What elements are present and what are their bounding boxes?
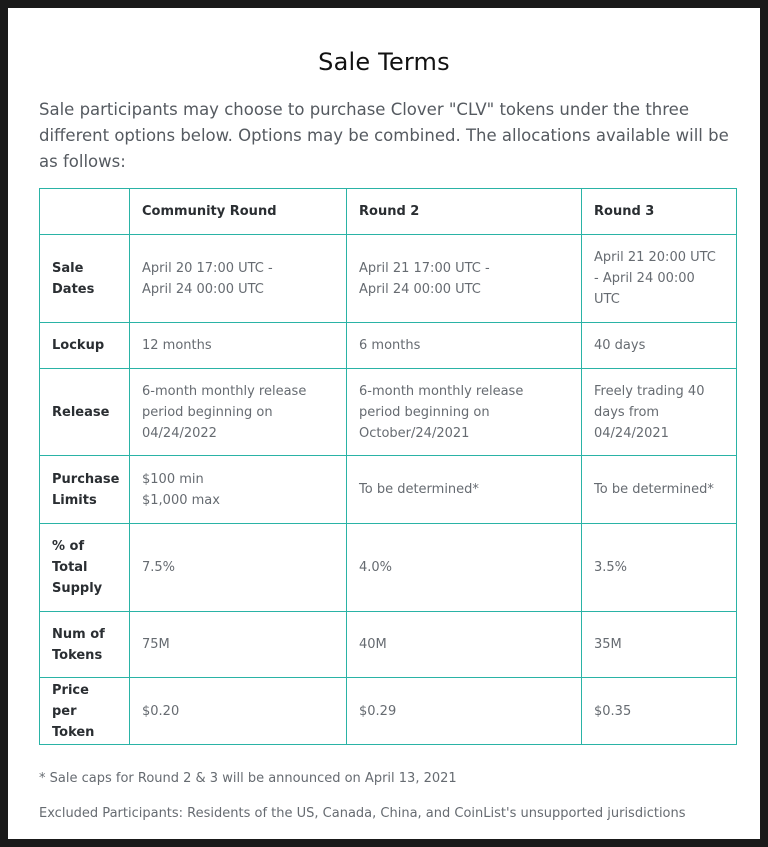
row-label: Lockup — [40, 323, 130, 369]
table-row-release — [40, 369, 737, 456]
table-cell: 6-month monthly release period beginning on October/24/2021 — [347, 369, 582, 456]
table-cell: April 20 17:00 UTC - April 24 00:00 UTC — [130, 235, 347, 323]
table-cell: 75M — [130, 612, 347, 678]
header-cell-round-2: Round 2 — [347, 189, 582, 235]
table-row-sale-dates — [40, 235, 737, 323]
table-cell: 40 days — [582, 323, 737, 369]
row-label: Sale Dates — [40, 235, 130, 323]
table-cell: $0.20 — [130, 678, 347, 745]
table-cell: April 21 17:00 UTC - April 24 00:00 UTC — [347, 235, 582, 323]
table-header-row — [40, 189, 737, 235]
table-cell: 35M — [582, 612, 737, 678]
table-cell: Freely trading 40 days from 04/24/2021 — [582, 369, 737, 456]
table-cell: 12 months — [130, 323, 347, 369]
table-cell: $0.29 — [347, 678, 582, 745]
header-cell-community-round: Community Round — [130, 189, 347, 235]
table-cell: To be determined* — [582, 456, 737, 524]
table-cell: April 21 20:00 UTC - April 24 00:00 UTC — [582, 235, 737, 323]
table-cell: 6-month monthly release period beginning on 04/24/2022 — [130, 369, 347, 456]
row-label: Num of Tokens — [40, 612, 130, 678]
row-label: Release — [40, 369, 130, 456]
page-frame — [8, 8, 760, 839]
sale-terms-table — [39, 188, 737, 745]
table-row-total-supply — [40, 524, 737, 612]
intro-paragraph: Sale participants may choose to purchase Clover "CLV" tokens under the three different options below. Options may be combined. The allocations available will be as follows: — [39, 100, 729, 171]
table-row-purchase-limits — [40, 456, 737, 524]
header-cell-round-3: Round 3 — [582, 189, 737, 235]
table-cell: $100 min $1,000 max — [130, 456, 347, 524]
row-label: % of Total Supply — [40, 524, 130, 612]
header-cell-empty — [40, 189, 130, 235]
page-title: Sale Terms — [318, 48, 450, 76]
row-label: Purchase Limits — [40, 456, 130, 524]
row-label: Price per Token — [40, 678, 130, 745]
table-cell: To be determined* — [347, 456, 582, 524]
table-cell: $0.35 — [582, 678, 737, 745]
table-cell: 7.5% — [130, 524, 347, 612]
table-cell: 3.5% — [582, 524, 737, 612]
excluded-participants-note: Excluded Participants: Residents of the US, Canada, China, and CoinList's unsupported jurisdictions — [39, 806, 686, 821]
table-cell: 4.0% — [347, 524, 582, 612]
table-row-lockup — [40, 323, 737, 369]
sale-caps-footnote: * Sale caps for Round 2 & 3 will be announced on April 13, 2021 — [39, 771, 457, 786]
table-row-num-tokens — [40, 612, 737, 678]
table-row-price-per-token — [40, 678, 737, 745]
table-cell: 6 months — [347, 323, 582, 369]
table-cell: 40M — [347, 612, 582, 678]
